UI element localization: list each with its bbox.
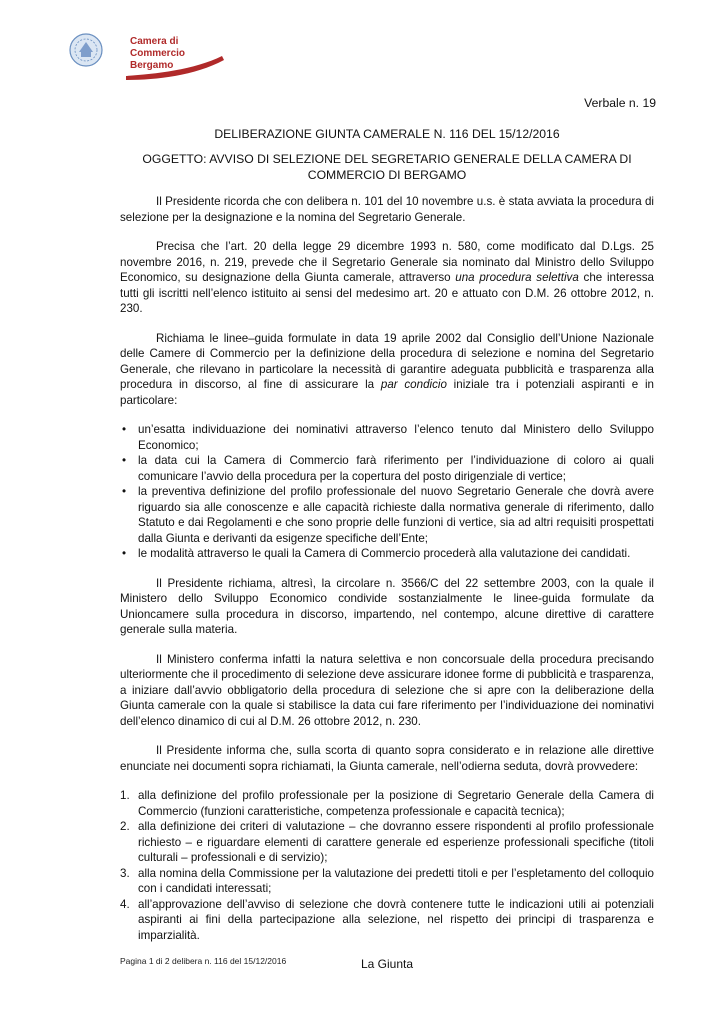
item-number: 1. xyxy=(120,789,130,802)
chamber-logo xyxy=(64,30,234,86)
paragraph-3-emphasis: par condicio xyxy=(380,378,447,391)
list-item: • un’esatta individuazione dei nominativi attraverso l’elenco tenuto dal Ministero dello Sviluppo Economico; xyxy=(138,422,654,453)
paragraph-3-text-b: iniziale tra i potenziali aspiranti e in particolare: xyxy=(120,378,654,407)
list-item: • la data cui la Camera di Commercio farà riferimento per l’individuazione di coloro ai quali comunicare l’avvio della procedura per la copertura del posto dirigenziale di vertice; xyxy=(138,453,654,484)
list-item xyxy=(120,866,654,897)
verbale-number: Verbale n. 19 xyxy=(584,96,656,110)
list-item xyxy=(120,819,654,866)
paragraph-1: Il Presidente ricorda che con delibera n. 101 del 10 novembre u.s. è stata avviata la procedura di selezione per la designazione e la nomina del Segretario Generale. xyxy=(120,195,654,224)
item-text: alla definizione del profilo professionale per la posizione di Segretario Generale della Camera di Commercio (funzioni caratteristiche, competenza professionale e capacità tecnica); xyxy=(138,789,654,818)
item-number: 2. xyxy=(120,820,130,833)
list-item: • la preventiva definizione del profilo professionale del nuovo Segretario Generale che dovrà avere riguardo sia alle conoscenze e alle capacità richieste dalla normativa generale di riferimento, dallo Statuto e dai Regolamenti e che sono proprie delle funzioni di vertice, sia ad altri requisiti prospettati dalla Giunta e derivanti da esigenze specifiche dell’Ente; xyxy=(138,484,654,546)
document-body xyxy=(120,194,654,973)
item-number: 3. xyxy=(120,866,130,880)
item-text: alla nomina della Commissione per la valutazione dei predetti titoli e per l’espletamento del colloquio con i candidati interessati; xyxy=(138,866,654,895)
paragraph-2-text-b: che interessa tutti gli iscritti nell’elenco istituito ai sensi del medesimo art. 20 e attuato con D.M. 26 ottobre 2012, n. 230. xyxy=(120,271,654,315)
document-title: DELIBERAZIONE GIUNTA CAMERALE N. 116 DEL 15/12/2016 xyxy=(214,127,560,141)
paragraph-2 xyxy=(120,239,654,317)
paragraph-4: Il Presidente richiama, altresì, la circolare n. 3566/C del 22 settembre 2003, con la quale il Ministero dello Sviluppo Economico condivide sostanzialmente le linee-guida formulate da Unioncamere sulla procedura in discorso, impartendo, nel contempo, alcune direttive di carattere generale sulla materia. xyxy=(120,576,654,636)
paragraph-2-text-a: Precisa che l’art. 20 della legge 29 dicembre 1993 n. 580, come modificato dal D.Lgs. 25 novembre 2016, n. 219, prevede che il Segretario Generale sia nominato dal Ministro dello Sviluppo Economico, su designazione della Giunta camerale, attraverso xyxy=(120,240,654,284)
logo-line2: Bergamo xyxy=(130,60,174,71)
page-footer: Pagina 1 di 2 delibera n. 116 del 15/12/2016 xyxy=(120,956,287,966)
item-number: 4. xyxy=(120,897,130,911)
item-text: alla definizione dei criteri di valutazione – che dovranno essere rispondenti al profilo professionale richiesto – e riguardare elementi di carattere generale ed esperienze professionali specifiche (titoli culturali – professionali e di servizio); xyxy=(138,820,654,864)
document-subject: OGGETTO: AVVISO DI SELEZIONE DEL SEGRETARIO GENERALE DELLA CAMERA DI COMMERCIO DI BERGAMO xyxy=(142,152,632,182)
paragraph-6: Il Presidente informa che, sulla scorta di quanto sopra considerato e in relazione alle direttive enunciate nei documenti sopra richiamati, la Giunta camerale, nell’odierna seduta, dovrà provvedere: xyxy=(120,744,654,773)
paragraph-5: Il Ministero conferma infatti la natura selettiva e non concorsuale della procedura precisando ulteriormente che il procedimento di selezione deve assicurare idonee forme di pubblicità e trasparenza, a iniziare dall’avvio obbligatorio della procedura di selezione che si apre con la deliberazione della Giunta camerale con la quale si stabilisce la data cui fare riferimento per l’individuazione dei nominativi dell’elenco dinamico di cui al D.M. 26 ottobre 2012, n. 230. xyxy=(120,652,654,728)
list-item: • le modalità attraverso le quali la Camera di Commercio procederà alla valutazione dei candidati. xyxy=(138,546,654,562)
list-item xyxy=(120,897,654,944)
item-text: all’approvazione dell’avviso di selezione che dovrà contenere tutte le indicazioni utili ai potenziali aspiranti ai fini della partecipazione alla selezione, nel rispetto dei principi di trasparenza e imparzialità. xyxy=(138,897,654,942)
requirements-list xyxy=(120,422,654,562)
logo-line1: Camera di Commercio xyxy=(130,36,186,59)
paragraph-2-emphasis: una procedura selettiva xyxy=(455,271,579,284)
actions-list xyxy=(120,788,654,943)
list-item xyxy=(120,788,654,819)
closing-line: La Giunta xyxy=(360,957,414,971)
paragraph-3 xyxy=(120,331,654,409)
paragraph-3-text-a: Richiama le linee–guida formulate in data 19 aprile 2002 dal Consiglio dell’Unione Nazionale delle Camere di Commercio per la definizione della procedura di selezione e nomina del Segretario Generale, che rilevano in particolare la necessità di garantire adeguata pubblicità e trasparenza alla procedura in discorso, al fine di assicurare la xyxy=(120,331,654,391)
logo-text xyxy=(130,36,234,72)
